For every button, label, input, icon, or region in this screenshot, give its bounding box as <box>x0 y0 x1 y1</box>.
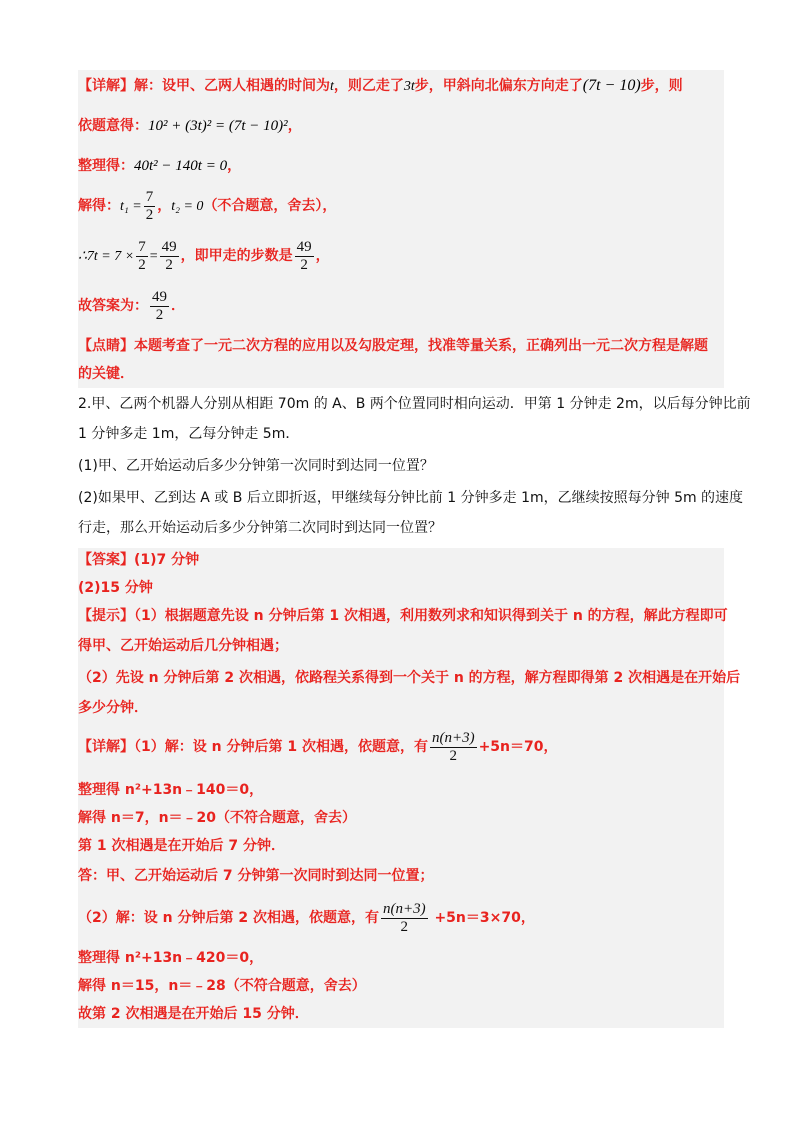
fraction <box>136 239 148 274</box>
detail2-line-6 <box>78 896 535 940</box>
fraction-numerator: 7 <box>138 238 146 255</box>
fraction-denominator: 2 <box>165 256 173 273</box>
answer-line-1: 【答案】(1)7 分钟 <box>78 552 200 568</box>
detail-text: （不合题意，舍去）， <box>203 198 337 214</box>
detail2-line-3: 解得 n＝7，n＝﹣20（不符合题意，舍去） <box>78 810 357 826</box>
fraction-denominator: 2 <box>138 256 146 273</box>
detail-text: 解得： <box>78 198 120 214</box>
detail-line-2 <box>78 116 302 136</box>
fraction-denominator: 2 <box>449 747 458 764</box>
math-expression: 10² + (3t)² = (7t − 10)² <box>148 118 288 134</box>
answer-line-2: (2)15 分钟 <box>78 580 153 596</box>
hint-line-2: 得甲、乙开始运动后几分钟相遇； <box>78 638 288 654</box>
detail-text: （2）解：设 n 分钟后第 2 次相遇，依题意，有 <box>78 910 379 926</box>
fraction-denominator: 2 <box>145 206 154 223</box>
detail-text: 故答案为： <box>78 298 148 314</box>
detail2-line-5: 答：甲、乙开始运动后 7 分钟第一次同时到达同一位置； <box>78 868 434 884</box>
detail-text: 依题意得： <box>78 118 148 134</box>
hint-line-4: 多少分钟． <box>78 700 148 716</box>
detail-text: ， <box>287 118 302 134</box>
fraction <box>144 189 156 224</box>
fraction <box>381 901 428 936</box>
question-line-2: 1 分钟多走 1m，乙每分钟走 5m． <box>78 426 300 442</box>
detail-line-3 <box>78 156 241 176</box>
math-expression: (7t − 10) <box>582 77 641 94</box>
detail2-line-4: 第 1 次相遇是在开始后 7 分钟． <box>78 838 285 854</box>
detail2-line-2: 整理得 n²+13n﹣140＝0， <box>78 782 264 798</box>
detail-text: ， <box>227 158 242 174</box>
detail-text: +5n＝3×70， <box>429 910 535 926</box>
fraction-numerator: n(n+3) <box>382 900 426 917</box>
detail-text: ，则乙走了 <box>333 78 404 94</box>
question-line-3: (1)甲、乙开始运动后多少分钟第一次同时到达同一位置？ <box>78 458 434 474</box>
question-line-5: 行走，那么开始运动后多少分钟第二次同时到达同一位置？ <box>78 520 442 536</box>
detail-line-1 <box>78 76 683 97</box>
math-expression: ∴7t = 7 × <box>78 249 135 264</box>
detail-line-4 <box>78 186 336 227</box>
fraction-numerator: 49 <box>296 238 312 255</box>
math-expression: 3t <box>403 79 415 94</box>
detail2-line-9: 故第 2 次相遇是在开始后 15 分钟． <box>78 1006 309 1022</box>
detail-text: +5n＝70， <box>478 739 558 755</box>
math-expression: t₁ = <box>120 199 142 214</box>
fraction-denominator: 2 <box>400 918 409 935</box>
fraction <box>160 239 179 274</box>
math-expression: t₂ = 0 <box>171 199 204 214</box>
detail-line-5 <box>78 236 330 277</box>
detail-text: 整理得： <box>78 158 134 174</box>
hint-line-3: （2）先设 n 分钟后第 2 次相遇，依路程关系得到一个关于 n 的方程，解方程即得第 2 次相遇是在开始后 <box>78 670 741 686</box>
fraction-denominator: 2 <box>300 256 308 273</box>
detail-text: ， <box>315 248 330 264</box>
detail-text: 步，甲斜向北偏东方向走了 <box>414 78 583 94</box>
fraction-denominator: 2 <box>155 306 164 323</box>
math-expression: 40t² − 140t = 0 <box>134 158 228 174</box>
equals-sign: = <box>149 249 158 264</box>
fraction-numerator: n(n+3) <box>431 729 475 746</box>
fraction-numerator: 7 <box>145 188 154 205</box>
fraction <box>430 730 477 765</box>
detail2-line-7: 整理得 n²+13n﹣420＝0， <box>78 950 264 966</box>
detail-line-6 <box>78 286 185 326</box>
fraction-numerator: 49 <box>161 238 177 255</box>
detail-text: ， <box>157 198 172 214</box>
detail2-line-1 <box>78 725 558 769</box>
hint-line-1: 【提示】（1）根据题意先设 n 分钟后第 1 次相遇，利用数列求和知识得到关于 n 的方程，解此方程即可 <box>78 608 728 624</box>
detail-text: ，即甲走的步数是 <box>180 248 293 264</box>
fraction <box>150 289 169 324</box>
comment-line-1: 【点睛】本题考查了一元二次方程的应用以及勾股定理，找准等量关系，正确列出一元二次方程是解题 <box>78 338 708 354</box>
fraction-numerator: 49 <box>152 288 167 305</box>
fraction <box>295 239 314 274</box>
comment-line-2: 的关键． <box>78 366 134 382</box>
detail2-line-8: 解得 n＝15，n＝﹣28（不符合题意，舍去） <box>78 978 366 994</box>
question-line-1: 2.甲、乙两个机器人分别从相距 70m 的 A、B 两个位置同时相向运动．甲第 1 分钟走 2m，以后每分钟比前 <box>78 396 751 412</box>
detail-text: ． <box>171 298 185 314</box>
question-line-4: (2)如果甲、乙到达 A 或 B 后立即折返，甲继续每分钟比前 1 分钟多走 1m，乙继续按照每分钟 5m 的速度 <box>78 490 744 506</box>
detail-text: 【详解】解：设甲、乙两人相遇的时间为 <box>78 78 330 94</box>
detail-text: 步，则 <box>640 78 683 94</box>
math-expression: t <box>330 79 334 94</box>
detail-text: 【详解】（1）解：设 n 分钟后第 1 次相遇，依题意，有 <box>78 739 428 755</box>
